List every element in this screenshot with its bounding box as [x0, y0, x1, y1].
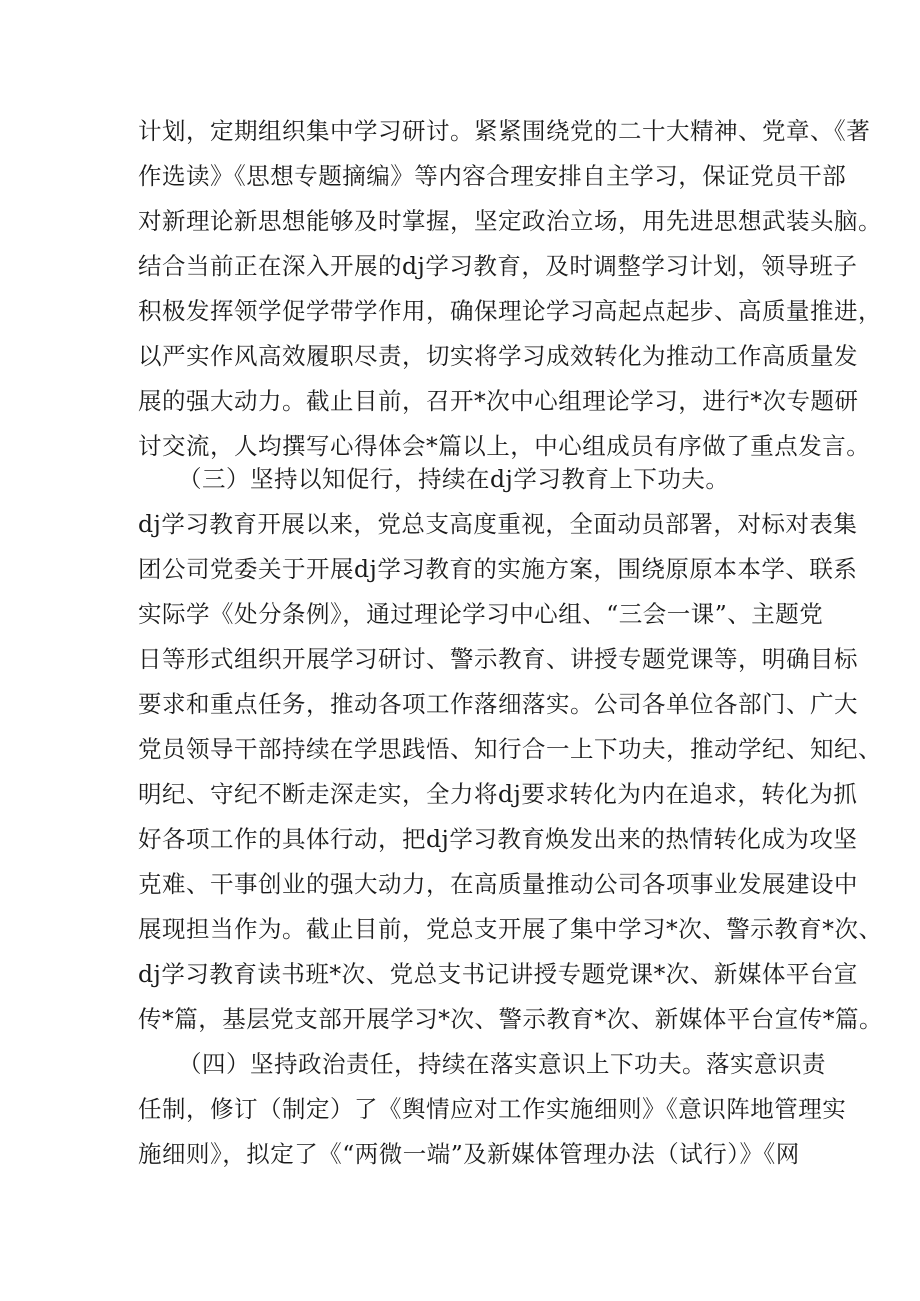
text-line: 讨交流，人均撰写心得体会*篇以上，中心组成员有序做了重点发言。	[138, 432, 871, 460]
text-line: 以严实作风高效履职尽责，切实将学习成效转化为推动工作高质量发	[138, 342, 858, 370]
text-line: 克难、干事创业的强大动力，在高质量推动公司各项事业发展建设中	[138, 870, 858, 898]
text-line: 作选读》《思想专题摘编》等内容合理安排自主学习，保证党员干部	[138, 162, 847, 190]
text-line: 任制，修订（制定）了《舆情应对工作实施细则》《意识阵地管理实	[138, 1095, 847, 1123]
text-line: 团公司党委关于开展dj学习教育的实施方案，围绕原原本本学、联系	[138, 555, 858, 583]
text-line: 实际学《处分条例》，通过理论学习中心组、“三会一课”、主题党	[138, 600, 824, 628]
text-line: 好各项工作的具体行动，把dj学习教育焕发出来的热情转化成为攻坚	[138, 825, 858, 853]
text-line: 要求和重点任务，推动各项工作落细落实。公司各单位各部门、广大	[138, 690, 858, 718]
text-line: 明纪、守纪不断走深走实，全力将dj要求转化为内在追求，转化为抓	[138, 780, 858, 808]
text-line: 展的强大动力。截止目前，召开*次中心组理论学习，进行*次专题研	[138, 387, 859, 415]
section-heading-4: （四）坚持政治责任，持续在落实意识上下功夫。落实意识责	[178, 1050, 826, 1078]
section-heading-3: （三）坚持以知促行，持续在dj学习教育上下功夫。	[178, 465, 730, 493]
text-line: 对新理论新思想能够及时掌握，坚定政治立场，用先进思想武装头脑。	[138, 207, 882, 235]
text-line: dj学习教育开展以来，党总支高度重视，全面动员部署，对标对表集	[138, 510, 858, 538]
text-line: 计划，定期组织集中学习研讨。紧紧围绕党的二十大精神、党章、《著	[138, 117, 871, 145]
text-line: 施细则》，拟定了《“两微一端”及新媒体管理办法（试行）》《网	[138, 1140, 800, 1168]
text-line: dj学习教育读书班*次、党总支书记讲授专题党课*次、新媒体平台宣	[138, 960, 858, 988]
text-line: 传*篇，基层党支部开展学习*次、警示教育*次、新媒体平台宣传*篇。	[138, 1005, 883, 1033]
text-line: 党员领导干部持续在学思践悟、知行合一上下功夫，推动学纪、知纪、	[138, 735, 882, 763]
text-line: 展现担当作为。截止目前，党总支开展了集中学习*次、警示教育*次、	[138, 915, 883, 943]
text-line: 结合当前正在深入开展的dj学习教育，及时调整学习计划，领导班子	[138, 252, 858, 280]
text-line: 积极发挥领学促学带学作用，确保理论学习高起点起步、高质量推进，	[138, 297, 882, 325]
text-line: 日等形式组织开展学习研讨、警示教育、讲授专题党课等，明确目标	[138, 645, 858, 673]
